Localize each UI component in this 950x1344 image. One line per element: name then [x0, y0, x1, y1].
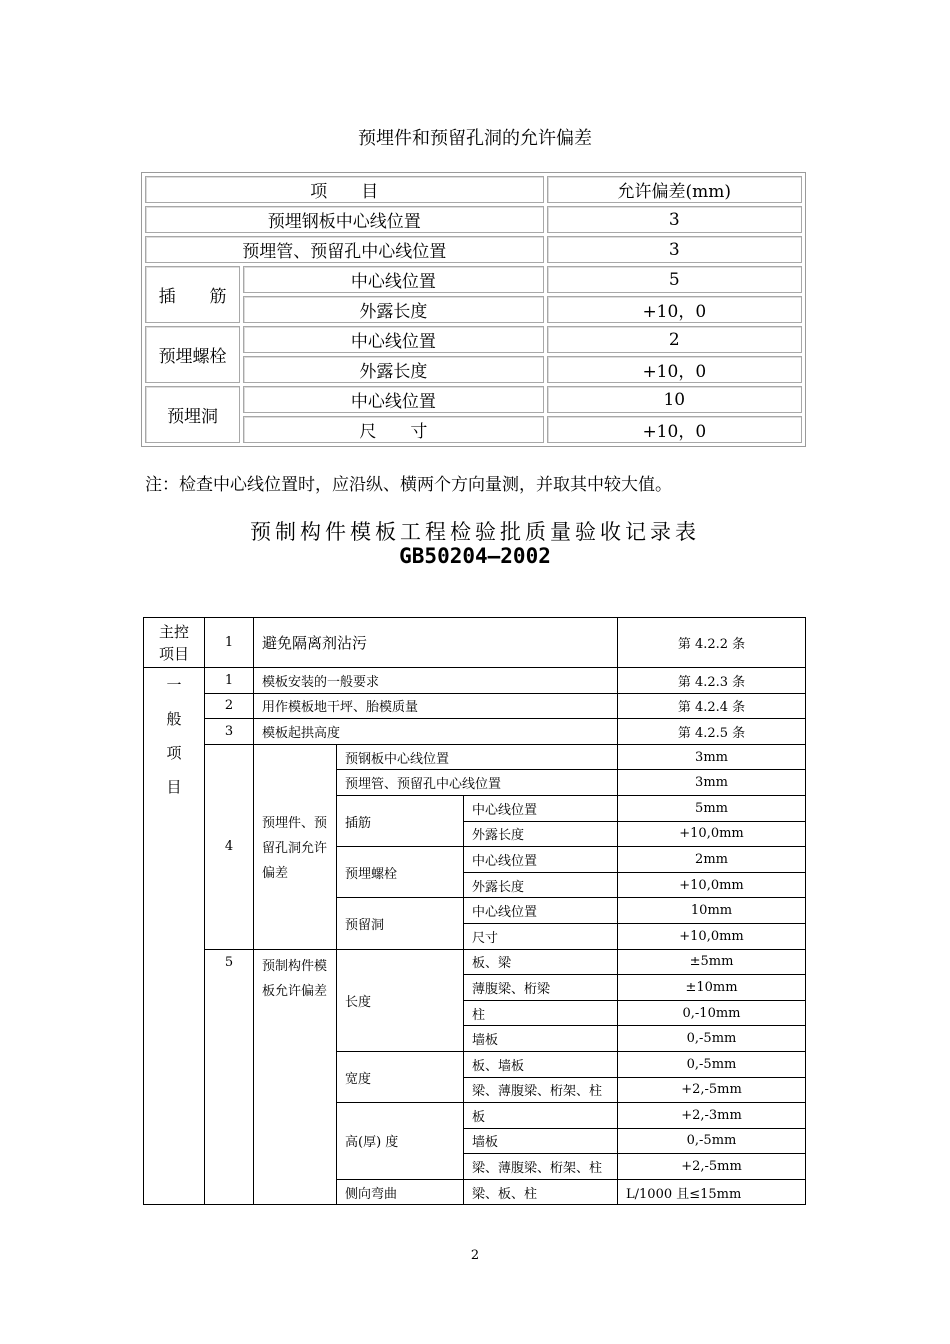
group-name: 预埋洞 [145, 386, 240, 443]
cell-label: 墙板 [464, 1026, 618, 1052]
group-name: 插 筋 [145, 266, 240, 323]
general-label [144, 668, 205, 1205]
cell-label: 预钢板中心线位置 [337, 744, 618, 770]
row-no: 2 [205, 693, 254, 719]
cell-label: 梁、薄腹梁、桁架、柱 [464, 1154, 618, 1180]
item5-label [254, 949, 337, 1205]
group-name: 预埋螺栓 [145, 326, 240, 383]
cell-label: 墙板 [464, 1128, 618, 1154]
cell-value: +2,-5mm [618, 1077, 806, 1103]
table1-note: 注：检查中心线位置时，应沿纵、横两个方向量测，并取其中较大值。 [145, 475, 672, 495]
row-no: 4 [205, 744, 254, 949]
cell-label: 中心线位置 [464, 847, 618, 873]
record-title: 预制构件模板工程检验批质量验收记录表 [250, 520, 700, 544]
cell-value: 5 [547, 266, 802, 293]
item4-label-text: 预埋件、预留孔洞允许偏差 [262, 816, 328, 882]
cell-label: 尺 寸 [243, 416, 543, 443]
cell-value: 0,-10mm [618, 1000, 806, 1026]
table-row [145, 296, 802, 323]
record-table [143, 617, 806, 1205]
row-no: 5 [205, 949, 254, 1205]
group-name: 宽度 [337, 1051, 464, 1102]
cell-value: +10,0mm [618, 923, 806, 949]
cell-label: 板、梁 [464, 949, 618, 975]
cell-value: +10,0mm [618, 821, 806, 847]
cell-value: ±10mm [618, 975, 806, 1001]
cell-value: 0,-5mm [618, 1026, 806, 1052]
cell-label: 外露长度 [464, 872, 618, 898]
cell-value: 3mm [618, 770, 806, 796]
table-row [145, 416, 802, 443]
cell-value: +10，0 [547, 296, 802, 323]
general-label-text: 一般项目 [166, 676, 182, 796]
row-ref: 第 4.2.5 条 [618, 719, 806, 745]
main-item: 避免隔离剂沾污 [254, 618, 618, 668]
row-ref: 第 4.2.4 条 [618, 693, 806, 719]
cell-value: 3 [547, 206, 802, 233]
cell-label: 中心线位置 [243, 326, 543, 353]
cell-label: 梁、薄腹梁、桁架、柱 [464, 1077, 618, 1103]
table-row [144, 668, 806, 694]
cell-value: +10,0mm [618, 872, 806, 898]
row-no: 3 [205, 719, 254, 745]
table-row [145, 236, 802, 263]
cell-label: 中心线位置 [464, 795, 618, 821]
group-name: 预留洞 [337, 898, 464, 949]
cell-label: 梁、板、柱 [464, 1179, 618, 1205]
table-row [145, 206, 802, 233]
cell-label: 尺寸 [464, 923, 618, 949]
cell-label: 板 [464, 1103, 618, 1129]
cell-label: 外露长度 [243, 356, 543, 383]
main-label: 主控项目 [144, 618, 205, 668]
cell-value: 5mm [618, 795, 806, 821]
cell-value: 0,-5mm [618, 1128, 806, 1154]
tolerance-table [141, 172, 806, 447]
cell-label: 预埋钢板中心线位置 [145, 206, 544, 233]
table1-title: 预埋件和预留孔洞的允许偏差 [358, 128, 592, 149]
group-name: 预埋螺栓 [337, 847, 464, 898]
item5-label-text: 预制构件模板允许偏差 [262, 958, 328, 999]
cell-value: 10 [547, 386, 802, 413]
cell-value: +10，0 [547, 416, 802, 443]
main-ref: 第 4.2.2 条 [618, 618, 806, 668]
group-name: 高(厚) 度 [337, 1103, 464, 1180]
table-row [145, 386, 802, 413]
cell-value: 0,-5mm [618, 1051, 806, 1077]
table-row [145, 176, 802, 203]
cell-label: 预埋管、预留孔中心线位置 [145, 236, 544, 263]
cell-value: 2 [547, 326, 802, 353]
cell-value: +2,-5mm [618, 1154, 806, 1180]
table-row [145, 326, 802, 353]
cell-label: 预埋管、预留孔中心线位置 [337, 770, 618, 796]
cell-value: 3 [547, 236, 802, 263]
table-row [145, 356, 802, 383]
page-number: 2 [470, 1248, 480, 1263]
table-row [144, 618, 806, 668]
cell-value: 2mm [618, 847, 806, 873]
cell-label: 柱 [464, 1000, 618, 1026]
table-row [144, 693, 806, 719]
cell-label: 薄腹梁、桁梁 [464, 975, 618, 1001]
header-tolerance: 允许偏差(mm) [547, 176, 802, 203]
cell-label: 中心线位置 [464, 898, 618, 924]
group-name: 长度 [337, 949, 464, 1051]
main-no: 1 [205, 618, 254, 668]
cell-label: 外露长度 [464, 821, 618, 847]
cell-value: L/1000 且≤15mm [618, 1179, 806, 1205]
cell-value: 10mm [618, 898, 806, 924]
group-name: 插筋 [337, 795, 464, 846]
table-row [145, 266, 802, 293]
cell-value: +2,-3mm [618, 1103, 806, 1129]
row-item: 用作模板地干坪、胎模质量 [254, 693, 618, 719]
row-item: 模板起拱高度 [254, 719, 618, 745]
cell-label: 中心线位置 [243, 386, 543, 413]
table-row [144, 719, 806, 745]
cell-value: +10，0 [547, 356, 802, 383]
row-item: 模板安装的一般要求 [254, 668, 618, 694]
cell-value: 3mm [618, 744, 806, 770]
item4-label [254, 744, 337, 949]
table-row [144, 949, 806, 975]
record-code: GB50204—2002 [399, 544, 551, 568]
table-row [144, 744, 806, 770]
row-no: 1 [205, 668, 254, 694]
header-item: 项 目 [145, 176, 544, 203]
cell-label: 外露长度 [243, 296, 543, 323]
row-ref: 第 4.2.3 条 [618, 668, 806, 694]
cell-value: ±5mm [618, 949, 806, 975]
group-name: 侧向弯曲 [337, 1179, 464, 1205]
cell-label: 中心线位置 [243, 266, 543, 293]
cell-label: 板、墙板 [464, 1051, 618, 1077]
